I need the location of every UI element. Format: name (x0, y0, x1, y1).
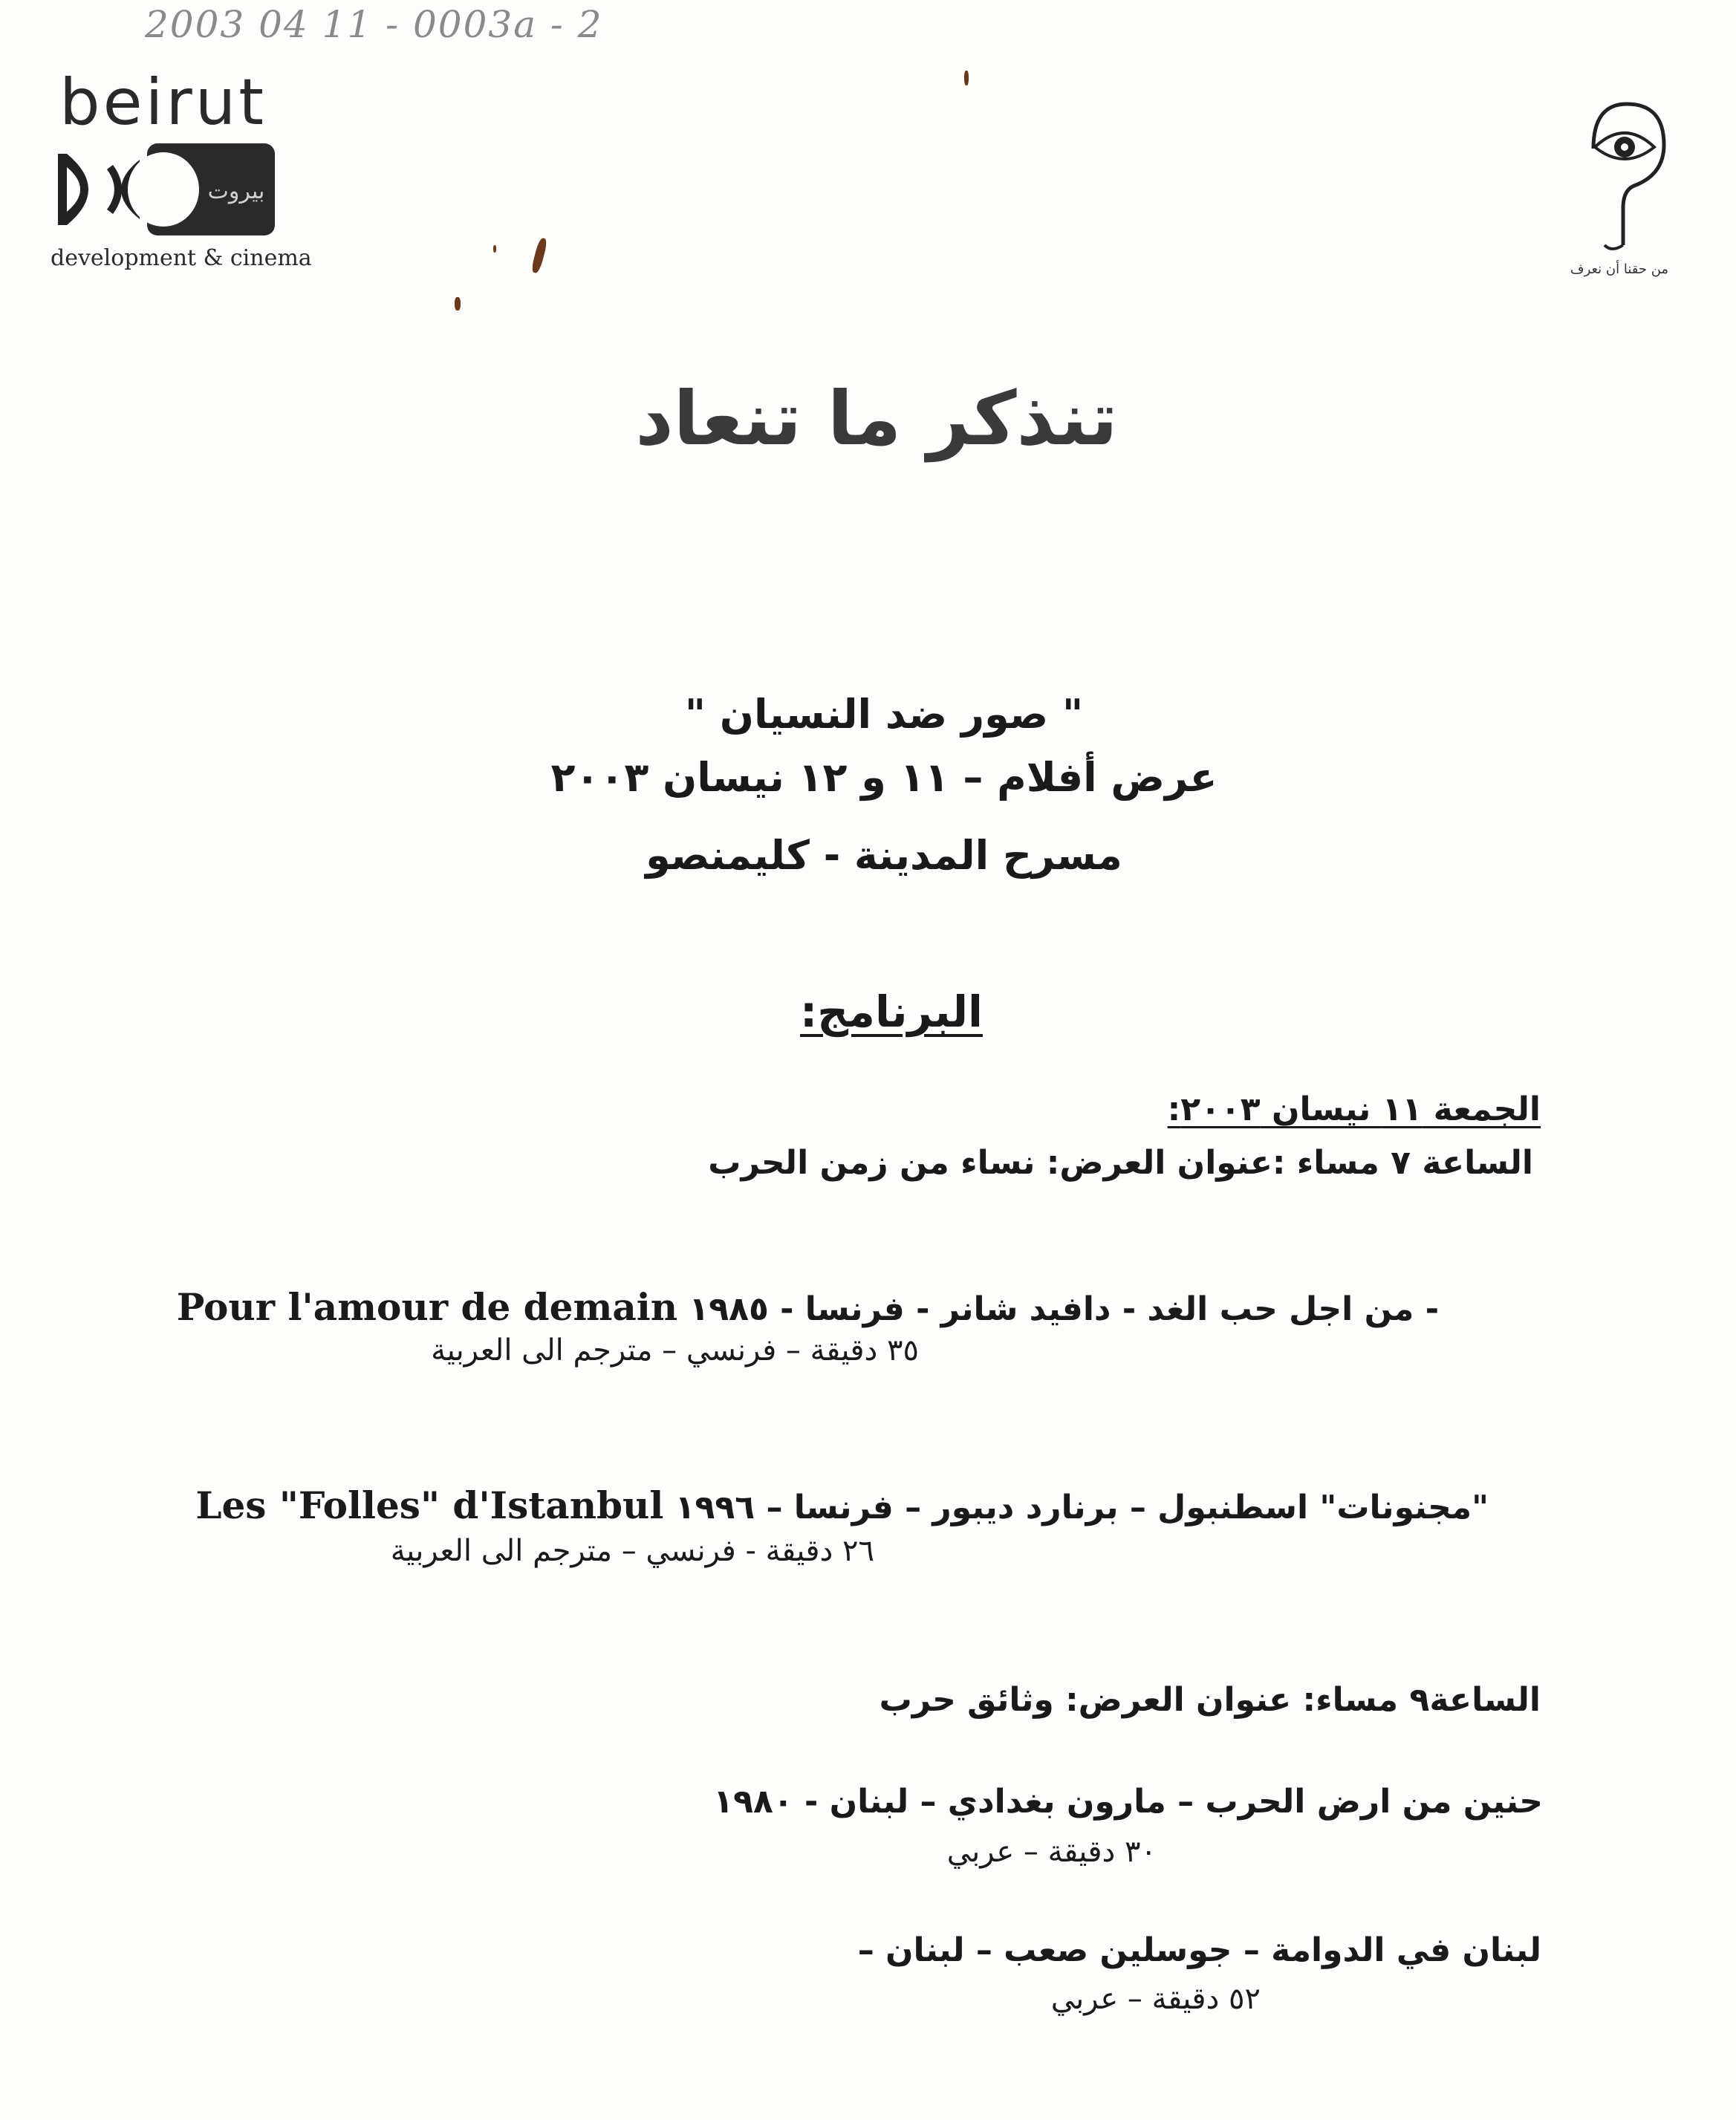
session-time-title: الساعة٩ مساء: عنوان العرض: وثائق حرب (879, 1681, 1541, 1719)
film-details: ٥٢ دقيقة – عربي (1050, 1982, 1261, 2016)
event-venue: مسرح المدينة - كليمنصو (646, 832, 1122, 879)
paper-speck (455, 297, 461, 310)
logo-tagline: development & cinema (51, 245, 312, 271)
film-title-line: حنين من ارض الحرب – مارون بغدادي – لبنان - ١٩٨٠ (713, 1783, 1543, 1821)
event-name: " صور ضد النسيان " (684, 691, 1084, 738)
archive-code: 2003 04 11 - 0003a - 2 (145, 3, 603, 46)
film-details: ٣٥ دقيقة – فرنسي – مترجم الى العربية (431, 1333, 919, 1368)
film-title-line: لبنان في الدوامة – جوسلين صعب – لبنان – (857, 1931, 1541, 1969)
film-title-arabic: - من اجل حب الغد - دافيد شانر - فرنسا - ١٩٨٥ (689, 1290, 1439, 1328)
event-dates: عرض أفلام – ١١ و ١٢ نيسان ٢٠٠٣ (550, 754, 1218, 801)
paper-speck (964, 71, 969, 85)
film-title-latin: Les "Folles" d'Istanbul (195, 1483, 664, 1527)
svg-text:بيروت: بيروت (207, 178, 265, 204)
logo-wordmark: beirut (59, 65, 267, 140)
session-time-title: الساعة ٧ مساء :عنوان العرض: نساء من زمن الحرب (708, 1144, 1533, 1182)
day-heading: الجمعة ١١ نيسان ٢٠٠٣: (1167, 1090, 1541, 1128)
emblem-caption: من حقنا أن نعرف (1570, 261, 1669, 277)
film-title-latin: Pour l'amour de demain (176, 1285, 678, 1329)
campaign-title: تنذكر ما تنعاد (635, 375, 1118, 462)
eye-question-mark-icon (1571, 97, 1675, 260)
film-title-arabic: "مجنونات" اسطنبول – برنارد ديبور – فرنسا – ١٩٩٦ (674, 1489, 1489, 1526)
paper-speck (530, 237, 548, 273)
paper-speck (493, 245, 496, 253)
film-details: ٢٦ دقيقة - فرنسي – مترجم الى العربية (390, 1534, 874, 1568)
film-details: ٣٠ دقيقة – عربي (946, 1835, 1157, 1869)
film-title-line (195, 1483, 1489, 1527)
film-title-line (177, 1285, 1439, 1329)
logo-mark (58, 137, 281, 241)
program-heading: البرنامج: (800, 986, 983, 1037)
